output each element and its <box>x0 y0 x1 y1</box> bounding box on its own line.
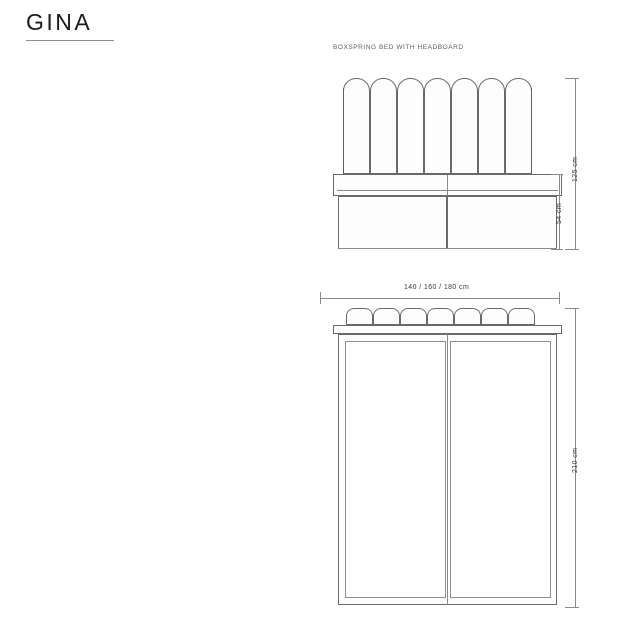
headboard-panel <box>478 78 505 174</box>
height-ext-line-top <box>565 78 579 79</box>
mattress-center-divider <box>447 334 448 605</box>
width-ext-left <box>320 292 321 304</box>
headboard-panel-top <box>427 308 454 325</box>
headboard-panel-top <box>373 308 400 325</box>
brand-underline <box>26 40 114 41</box>
mattress-band-inner-line <box>337 190 558 191</box>
headboard-panel-top <box>481 308 508 325</box>
headboard-panel-top <box>508 308 535 325</box>
width-ext-right <box>559 292 560 304</box>
base-ext-line-bottom <box>551 249 563 250</box>
base-ext-line-top <box>551 174 563 175</box>
headboard-band-top <box>333 325 562 334</box>
headboard-panel <box>424 78 451 174</box>
mattress-band-divider <box>447 175 448 195</box>
front-elevation-drawing <box>333 78 563 250</box>
product-caption: BOXSPRING BED WITH HEADBOARD <box>333 44 464 51</box>
total-height-label: 125 cm <box>572 156 579 182</box>
base-left <box>338 196 447 249</box>
headboard-panel <box>370 78 397 174</box>
mattress-left-top <box>345 341 446 598</box>
brand-name: GINA <box>26 9 93 35</box>
brand-logo <box>26 8 116 41</box>
headboard-panel <box>397 78 424 174</box>
width-dimension-line <box>320 298 560 299</box>
top-plan-drawing <box>333 308 565 608</box>
headboard-panel <box>343 78 370 174</box>
length-ext-line-bottom <box>565 607 579 608</box>
base-height-label: 54 cm <box>556 202 563 224</box>
headboard-panel <box>505 78 532 174</box>
width-label: 140 / 160 / 180 cm <box>404 284 470 291</box>
headboard-panel-top <box>454 308 481 325</box>
length-label: 210 cm <box>572 447 579 473</box>
length-ext-line-top <box>565 308 579 309</box>
base-right <box>447 196 557 249</box>
mattress-right-top <box>450 341 551 598</box>
headboard-right-edge <box>531 88 532 174</box>
headboard-panel <box>451 78 478 174</box>
base-bottom-line <box>338 248 557 249</box>
headboard-panel-top <box>400 308 427 325</box>
headboard-panel-top <box>346 308 373 325</box>
height-ext-line-bottom <box>565 249 579 250</box>
headboard-left-edge <box>343 88 344 174</box>
